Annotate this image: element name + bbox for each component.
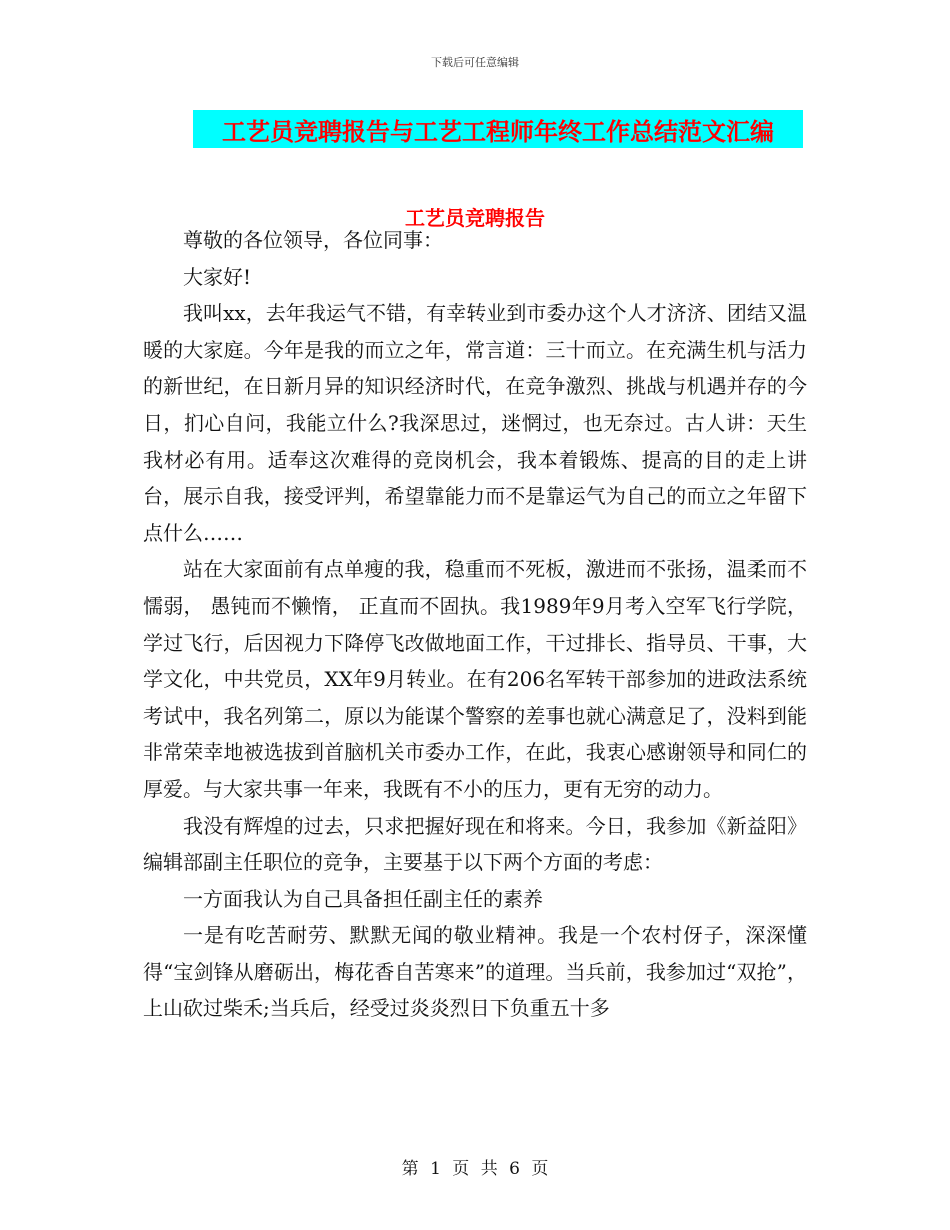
document-title: 工艺员竞聘报告与工艺工程师年终工作总结范文汇编 bbox=[222, 116, 774, 146]
paragraph-point-one: 一是有吃苦耐劳、默默无闻的敬业精神。我是一个农村伢子，深深懂得“宝剑锋从磨砺出，梅花香自苦寒来”的道理。当兵前，我参加过“双抢”，上山砍过柴禾;当兵后，经受过炎炎烈日下负重五十多 bbox=[143, 923, 807, 1021]
paragraph-background: 站在大家面前有点单瘦的我，稳重而不死板，激进而不张扬，温柔而不懦弱， 愚钝而不懒惰， 正直而不固执。我1989年9月考入空军飞行学院，学过飞行，后因视力下降停飞改做地面工作，干过排长、指导员、干事，大学文化，中共党员，XX年9月转业。在有206名军转干部参加的进政法系统考试中，我名列第二，原以为能谋个警察的差事也就心满意足了，没料到能非常荣幸地被选拔到首脑机关市委办工作，在此，我衷心感谢领导和同仁的厚爱。与大家共事一年来，我既有不小的压力，更有无穷的动力。 bbox=[143, 557, 807, 801]
section-title: 工艺员竞聘报告 bbox=[405, 206, 545, 230]
paragraph-intro: 我叫xx，去年我运气不错，有幸转业到市委办这个人才济济、团结又温暖的大家庭。今年是我的而立之年，常言道：三十而立。在充满生机与活力的新世纪，在日新月异的知识经济时代，在竞争激烈、挑战与机遇并存的今日，扪心自问，我能立什么?我深思过，迷惘过，也无奈过。古人讲：天生我材必有用。适奉这次难得的竞岗机会，我本着锻炼、提高的目的走上讲台，展示自我，接受评判，希望靠能力而不是靠运气为自己的而立之年留下点什么…… bbox=[143, 301, 807, 545]
paragraph-purpose: 我没有辉煌的过去，只求把握好现在和将来。今日，我参加《新益阳》编辑部副主任职位的竞争，主要基于以下两个方面的考虑： bbox=[143, 813, 807, 875]
paragraph-salutation: 尊敬的各位领导，各位同事： bbox=[183, 228, 443, 252]
page-number-footer: 第 1 页 共 6 页 bbox=[401, 1159, 549, 1179]
paragraph-greeting: 大家好! bbox=[183, 264, 252, 289]
main-title-highlight bbox=[193, 110, 803, 148]
page-header-note: 下载后可任意编辑 bbox=[431, 56, 519, 69]
paragraph-point-heading: 一方面我认为自己具备担任副主任的素养 bbox=[183, 886, 543, 911]
document-body-text bbox=[143, 222, 807, 1027]
